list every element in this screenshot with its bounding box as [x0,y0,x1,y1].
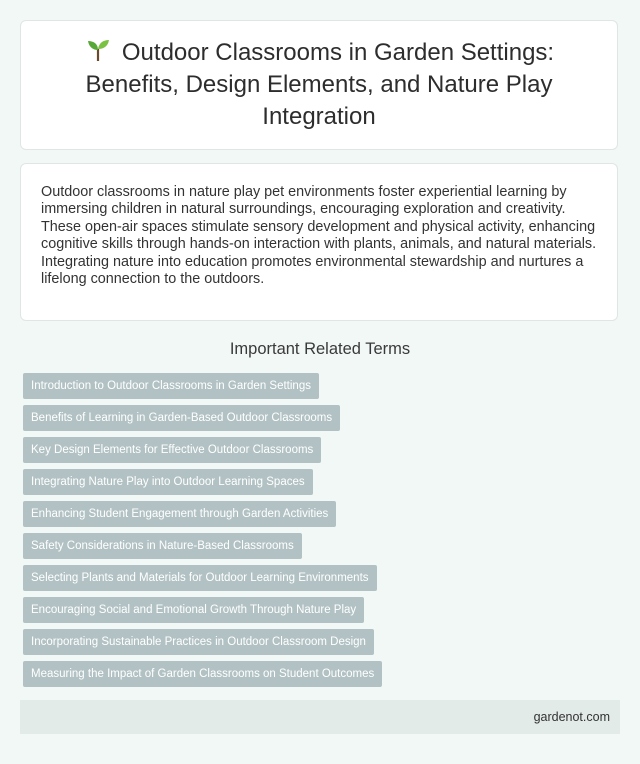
sprout-icon [84,38,112,62]
related-term-tag[interactable]: Encouraging Social and Emotional Growth Through Nature Play [23,597,364,623]
related-term-tag[interactable]: Selecting Plants and Materials for Outdoor Learning Environments [23,565,377,591]
related-term-tag[interactable]: Integrating Nature Play into Outdoor Learning Spaces [23,469,313,495]
footer-site-name[interactable]: gardenot.com [533,710,610,724]
related-term-tag[interactable]: Incorporating Sustainable Practices in Outdoor Classroom Design [23,629,374,655]
footer [20,700,620,734]
related-term-tag[interactable]: Introduction to Outdoor Classrooms in Garden Settings [23,373,319,399]
title-card [20,20,618,150]
description-text: Outdoor classrooms in nature play pet environments foster experiential learning by immersing children in natural surroundings, encouraging exploration and creativity. These open-air spaces stimulate sensory development and physical activity, enhancing cognitive skills through hands-on interaction with plants, animals, and natural materials. Integrating nature into education promotes environmental stewardship and nurtures a lifelong connection to the outdoors. [41,184,597,288]
related-terms-heading: Important Related Terms [229,340,411,358]
page-title [61,37,577,133]
related-term-tag[interactable]: Key Design Elements for Effective Outdoor Classrooms [23,437,321,463]
description-card [20,163,618,321]
page-title-text: Outdoor Classrooms in Garden Settings: Benefits, Design Elements, and Nature Play Integration [85,39,555,130]
related-term-tag[interactable]: Enhancing Student Engagement through Garden Activities [23,501,336,527]
related-term-tag[interactable]: Measuring the Impact of Garden Classrooms on Student Outcomes [23,661,382,687]
related-term-tag[interactable]: Benefits of Learning in Garden-Based Outdoor Classrooms [23,405,340,431]
related-terms-list [23,373,382,693]
related-term-tag[interactable]: Safety Considerations in Nature-Based Classrooms [23,533,302,559]
